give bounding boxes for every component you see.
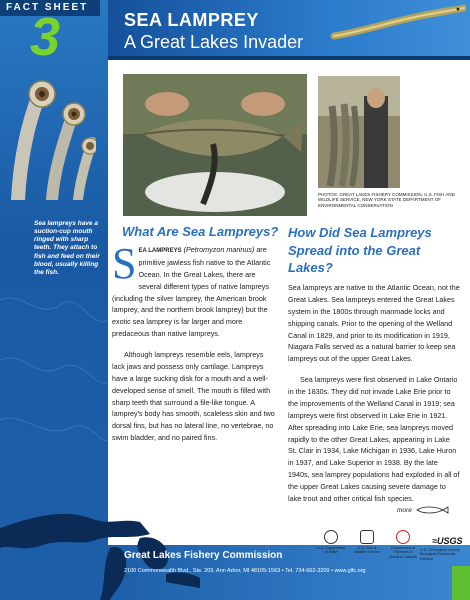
header-divider [108, 56, 470, 60]
great-lakes-map [0, 488, 200, 600]
logo-label: Department of Fisheries & Oceans Canada [389, 546, 417, 559]
sidebar-caption: Sea lampreys have a suction-cup mouth ringed with sharp teeth. They attach to fish and feed on their blood, usually killing the fish. [34, 220, 100, 276]
usgs-label: U.S. Geological Survey, Biological Resources Division [420, 548, 461, 561]
seal-icon [324, 530, 338, 544]
fact-sheet-number: 3 [30, 7, 61, 67]
logo-label: U.S. Department of State [316, 546, 346, 555]
usgs-logo: ≈USGS [432, 536, 463, 546]
logo-fish-wildlife [351, 530, 383, 566]
paragraph-spread-history: Sea lampreys were first observed in Lake Ontario in the 1830s. They did not invade Lake Erie prior to the improvements of the Welland Canal in 1919; sea lampreys were first observed in Lake Erie in 1921. After spreading into Lake Erie, sea lampreys moved rapidly to the other Great Lakes, appearing in Lake St. Clair in 1934, Lake Michigan in 1936, Lake Huron in 1937, and Lake Superior in 1938. By the late 1940s, sea lamprey populations had exploded in all of the upper Great Lakes causing severe damage to lake trout and other critical fish species. [288, 375, 460, 503]
lake-trout-photo [123, 74, 307, 216]
logo-dept-of-state [315, 530, 347, 566]
right-column-text [288, 282, 460, 514]
page-subtitle: A Great Lakes Invader [124, 32, 304, 52]
green-corner-tab [452, 566, 470, 600]
logo-fisheries-oceans [387, 530, 419, 566]
latin-name: (Petromyzon marinus) [183, 245, 255, 254]
page-title: SEA LAMPREY [124, 10, 259, 30]
more-fish-icon[interactable] [415, 505, 449, 515]
more-link[interactable]: more [397, 507, 412, 514]
heading-what-are-sea-lampreys: What Are Sea Lampreys? [122, 224, 279, 239]
footer-address: 2100 Commonwealth Blvd., Ste. 209, Ann Arbor, MI 48105-1563 • Tel. 734-662-3209 • www.glfc.org [124, 568, 366, 574]
fish-display-photo [318, 76, 400, 188]
footer-organization: Great Lakes Fishery Commission [124, 550, 283, 561]
paragraph-anatomy: Although lampreys resemble eels, lampreys lack jaws and possess only cartilage. Lampreys have a large sucking disk for a mouth and a well-developed sense of smell. The mouth is filled with sharp teeth that surround a file-like tongue. A lamprey's body has smooth, scaleless skin and two dorsal fins, but has no lateral line, no vertebrae, no swim bladder, and no paired fins. [112, 350, 275, 443]
intro-rest: are primitive jawless fish native to the Atlantic Ocean. In the Great Lakes, there are several different types of native lampreys (including the silver lamprey, the American brook lamprey, and the northern brook lamprey) but the exotic sea lamprey is far larger and more predaceous than native lampreys. [112, 245, 271, 339]
paragraph-intro [112, 239, 277, 340]
shield-icon [360, 530, 374, 544]
photo-credit: PHOTOS: GREAT LAKES FISHERY COMMISSION, U.S. FISH AND WILDLIFE SERVICE, NEW YORK STATE DEPARTMENT OF ENVIRONMENTAL CONSERVATION [318, 192, 455, 208]
lamprey-header-image [330, 2, 466, 42]
left-column-text [112, 239, 277, 453]
maple-leaf-icon [396, 530, 410, 544]
logo-label: U.S. Fish & Wildlife Service [354, 546, 380, 555]
paragraph-origin: Sea lampreys are native to the Atlantic Ocean, not the Great Lakes. Sea lampreys entered the Great Lakes system in the 1800s through manmade locks and shipping canals. Prior to the opening of the Welland Canal in 1829, and prior to its modification in 1919, Niagara Falls served as a natural barrier to keep sea lampreys out of the upper Great Lakes. [288, 283, 460, 364]
heading-how-did-they-spread: How Did Sea Lampreys Spread into the Great Lakes? [288, 225, 432, 276]
fact-sheet-label: FACT SHEET [6, 2, 89, 13]
dropcap-letter: S [112, 239, 137, 288]
smallcaps-lead: EA LAMPREYS [138, 248, 182, 254]
lamprey-mouth-image [8, 80, 96, 200]
